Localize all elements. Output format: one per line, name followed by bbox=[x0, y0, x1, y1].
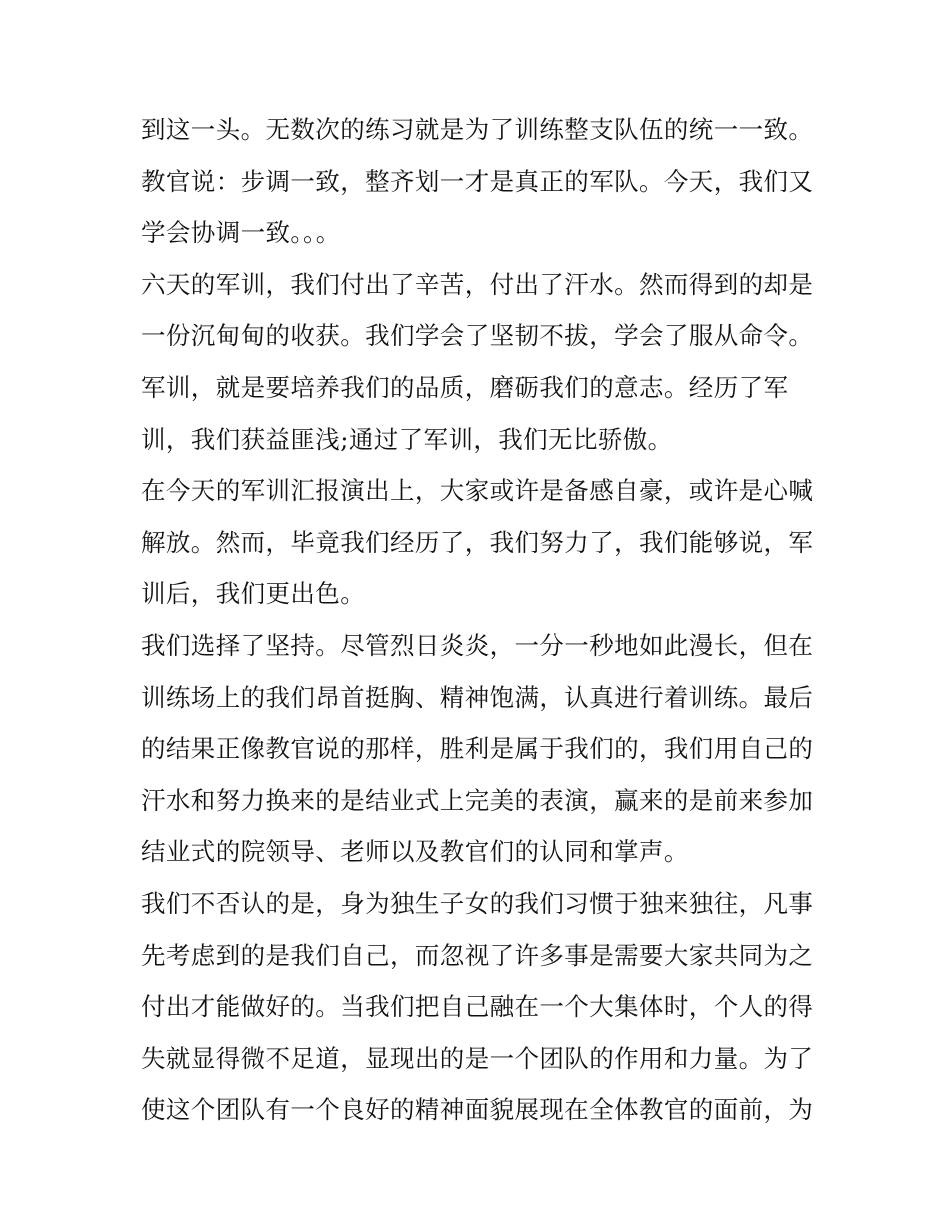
text-line: 到这一头。无数次的练习就是为了训练整支队伍的统一一致。 bbox=[141, 115, 814, 144]
text-line: 失就显得微不足道，显现出的是一个团队的作用和力量。为了 bbox=[141, 1043, 814, 1073]
text-line: 我们不否认的是，身为独生子女的我们习惯于独来独往，凡事 bbox=[141, 888, 814, 918]
text-line: 汗水和努力换来的是结业式上完美的表演，赢来的是前来参加 bbox=[141, 785, 814, 815]
text-line: 付出才能做好的。当我们把自己融在一个大集体时，个人的得 bbox=[141, 992, 814, 1022]
text-line: 一份沉甸甸的收获。我们学会了坚韧不拔，学会了服从命令。 bbox=[141, 321, 814, 351]
text-line: 使这个团队有一个良好的精神面貌展现在全体教官的面前，为 bbox=[141, 1095, 814, 1125]
text-line: 训练场上的我们昂首挺胸、精神饱满，认真进行着训练。最后 bbox=[141, 682, 814, 712]
text-line: 教官说：步调一致，整齐划一才是真正的军队。今天，我们又 bbox=[141, 166, 814, 196]
text-line: 先考虑到的是我们自己，而忽视了许多事是需要大家共同为之 bbox=[141, 940, 814, 970]
text-line: 训，我们获益匪浅;通过了军训，我们无比骄傲。 bbox=[141, 424, 673, 454]
text-line: 训后，我们更出色。 bbox=[141, 579, 366, 609]
text-line: 在今天的军训汇报演出上，大家或许是备感自豪，或许是心喊 bbox=[141, 476, 814, 506]
text-line: 六天的军训，我们付出了辛苦，付出了汗水。然而得到的却是 bbox=[141, 269, 814, 299]
text-line: 军训，就是要培养我们的品质，磨砺我们的意志。经历了军 bbox=[141, 372, 789, 402]
body-text bbox=[141, 104, 821, 1136]
text-line: 的结果正像教官说的那样，胜利是属于我们的，我们用自己的 bbox=[141, 734, 814, 764]
text-line: 解放。然而，毕竟我们经历了，我们努力了，我们能够说，军 bbox=[141, 527, 814, 557]
text-line: 学会协调一致。。。 bbox=[141, 218, 341, 248]
text-line: 我们选择了坚持。尽管烈日炎炎，一分一秒地如此漫长，但在 bbox=[141, 630, 814, 660]
text-line: 结业式的院领导、老师以及教官们的认同和掌声。 bbox=[141, 837, 689, 867]
